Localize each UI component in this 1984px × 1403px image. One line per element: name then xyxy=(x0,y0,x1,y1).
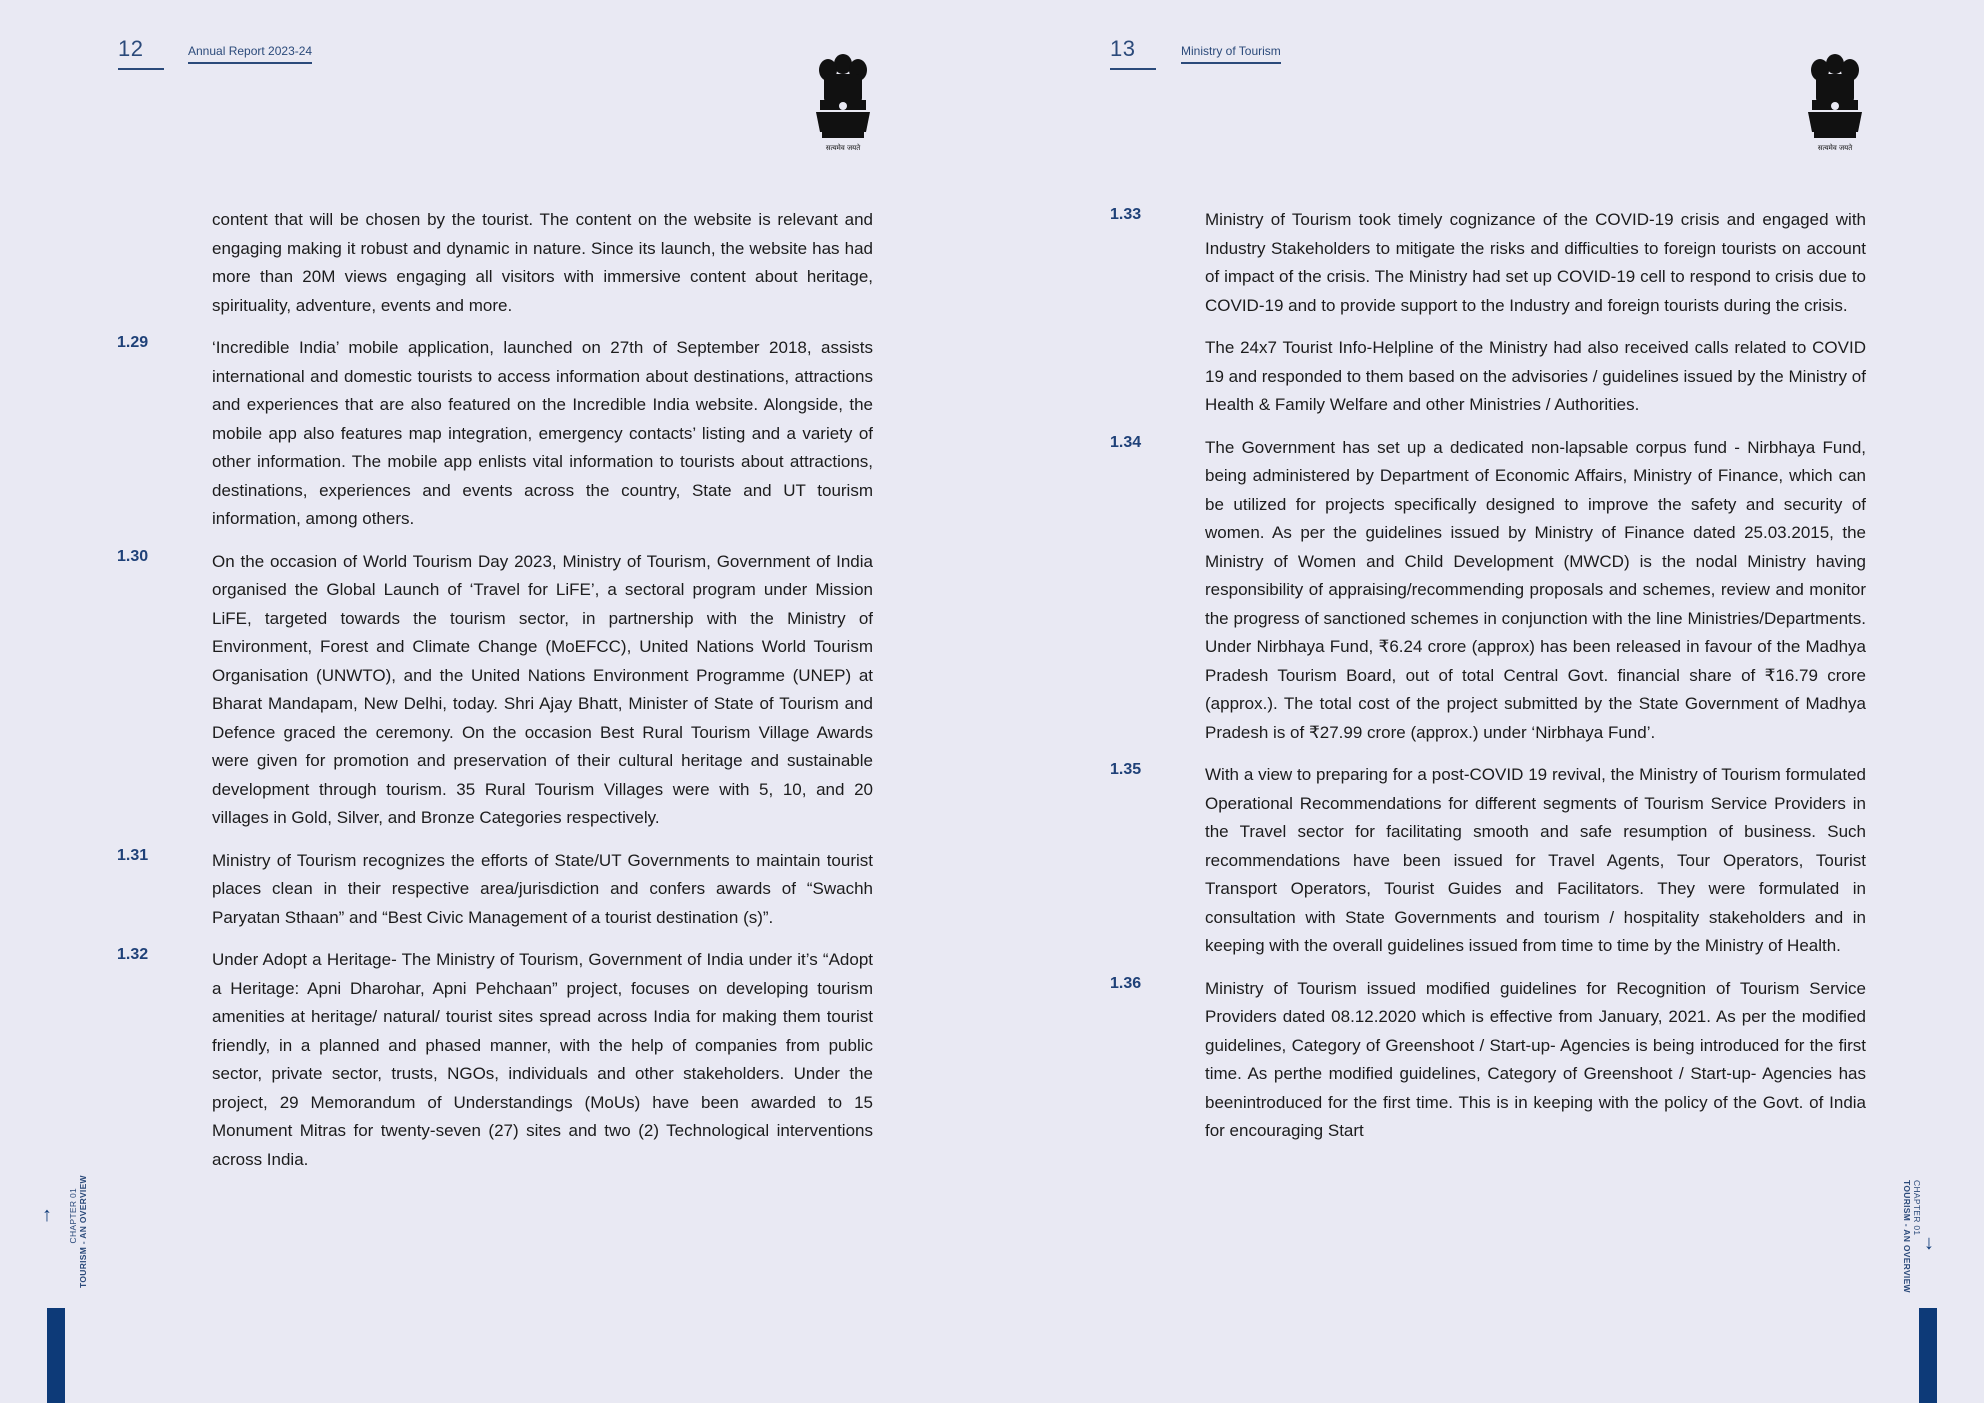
paragraph-number: 1.31 xyxy=(117,846,149,864)
chapter-side-label: CHAPTER 01 TOURISM - AN OVERVIEW xyxy=(68,1175,88,1288)
paragraph-number: 1.34 xyxy=(1110,433,1142,451)
paragraph-text: Under Adopt a Heritage- The Ministry of Tourism, Government of India under it’s “Adopt a Heritage: Apni Dharohar, Apni Pehchaan” project, focuses on developing tourism amenities at heritage/ natural/ tourist sites spread across India for making them tourist friendly, in a planned and phased manner, with the help of companies from public sector, private sector, trusts, NGOs, individuals and other stakeholders. Under the project, 29 Memorandum of Understandings (MoUs) have been awarded to 15 Monument Mitras for twenty-seven (27) sites and two (2) Technological interventions across India. xyxy=(212,950,873,1169)
paragraph-1-33 xyxy=(1110,206,1866,320)
running-title: Annual Report 2023-24 xyxy=(188,44,312,64)
paragraph-number: 1.33 xyxy=(1110,206,1142,223)
paragraph-text: The Government has set up a dedicated non-lapsable corpus fund - Nirbhaya Fund, being administered by Department of Economic Affairs, Ministry of Finance, which can be utilized for projects specifically designed to improve the safety and security of women. As per the guidelines issued by Ministry of Finance dated 25.03.2015, the Ministry of Women and Child Development (MWCD) is the nodal Ministry having responsibility of appraising/recommending proposals and schemes, review and monitor the progress of sanctioned schemes in conjunction with the line Ministries/Departments. Under Nirbhaya Fund, ₹6.24 crore (approx) has been released in favour of the Madhya Pradesh Tourism Board, out of total Central Govt. financial share of ₹16.79 crore (approx.). The total cost of the project submitted by the State Government of Madhya Pradesh is of ₹27.99 crore (approx.) under ‘Nirbhaya Fund’. xyxy=(1205,437,1866,742)
emblem-motto: सत्यमेव जयते xyxy=(1817,144,1853,152)
right-page-body xyxy=(1110,206,1866,1160)
paragraph-1-31 xyxy=(117,846,873,933)
page-number: 12 xyxy=(118,36,164,70)
paragraph-text: On the occasion of World Tourism Day 2023, Ministry of Tourism, Government of India organised the Global Launch of ‘Travel for LiFE’, a sectoral program under Mission LiFE, targeted towards the tourism sector, in partnership with the Ministry of Environment, Forest and Climate Change (MoEFCC), United Nations World Tourism Organisation (UNWTO), and the United Nations Environment Programme (UNEP) at Bharat Mandapam, New Delhi, today. Shri Ajay Bhatt, Minister of State of Tourism and Defence graced the ceremony. On the occasion Best Rural Tourism Village Awards were given for promotion and preservation of their cultural heritage and sustainable development through tourism. 35 Rural Tourism Villages were with 5, 10, and 20 villages in Gold, Silver, and Bronze Categories respectively. xyxy=(212,551,873,827)
paragraph-text: Ministry of Tourism recognizes the efforts of State/UT Governments to maintain tourist places clean in their respective area/jurisdiction and confers awards of “Swachh Paryatan Sthaan” and “Best Civic Management of a tourist destination (s)”. xyxy=(212,850,873,927)
emblem-motto: सत्यमेव जयते xyxy=(825,144,861,152)
paragraph-text: ‘Incredible India’ mobile application, launched on 27th of September 2018, assists international and domestic tourists to access information about destinations, attractions and experiences that are also featured on the Incredible India website. Alongside, the mobile app also features map integration, emergency contacts’ listing and a variety of other information. The mobile app enlists vital information to tourists about attractions, destinations, experiences and events across the country, State and UT tourism information, among others. xyxy=(212,338,873,528)
national-emblem-icon xyxy=(808,50,878,154)
page-number: 13 xyxy=(1110,36,1156,70)
chapter-side-tab xyxy=(1919,1308,1937,1403)
paragraph-number: 1.35 xyxy=(1110,761,1142,778)
paragraph-text: With a view to preparing for a post-COVID 19 revival, the Ministry of Tourism formulated Operational Recommendations for different segments of Tourism Service Providers in the Travel sector for facilitating smooth and safe resumption of business. Such recommendations have been issued for Travel Agents, Tour Operators, Tourist Transport Operators, Tourist Guides and Facilitators. They were formulated in consultation with State Governments and tourism / hospitality stakeholders and in keeping with the overall guidelines issued from time to time by the Ministry of Health. xyxy=(1205,765,1866,955)
right-page xyxy=(992,0,1984,1403)
paragraph-text: content that will be chosen by the tourist. The content on the website is relevant and engaging making it robust and dynamic in nature. Since its launch, the website has had more than 20M views engaging all visitors with immersive content about heritage, spirituality, adventure, events and more. xyxy=(212,210,873,315)
running-title: Ministry of Tourism xyxy=(1181,44,1281,64)
paragraph-1-36 xyxy=(1110,974,1866,1146)
chapter-side-tab xyxy=(47,1308,65,1403)
paragraph-text: Ministry of Tourism issued modified guidelines for Recognition of Tourism Service Providers dated 08.12.2020 which is effective from January, 2021. As per the modified guidelines, Category of Greenshoot / Start-up- Agencies is being introduced for the first time. As perthe modified guidelines, Category of Greenshoot / Start-up- Agencies has beenintroduced for the first time. This is in keeping with the policy of the Govt. of India for encouraging Start xyxy=(1205,978,1866,1140)
paragraph-number: 1.36 xyxy=(1110,974,1142,992)
paragraph-1-29 xyxy=(117,334,873,534)
paragraph-1-30 xyxy=(117,547,873,833)
paragraph-number: 1.29 xyxy=(117,334,149,351)
paragraph-1-32 xyxy=(117,946,873,1174)
chapter-side-label: CHAPTER 01 TOURISM - AN OVERVIEW xyxy=(1902,1180,1922,1293)
arrow-up-icon: ↑ xyxy=(42,1204,52,1226)
paragraph-text: The 24x7 Tourist Info-Helpline of the Ministry had also received calls related to COVID 19 and responded to them based on the advisories / guidelines issued by the Ministry of Health & Family Welfare and other Ministries / Authorities. xyxy=(1205,338,1866,414)
paragraph-helpline xyxy=(1205,334,1866,420)
paragraph-number: 1.30 xyxy=(117,547,149,565)
paragraph-text: Ministry of Tourism took timely cognizance of the COVID-19 crisis and engaged with Industry Stakeholders to mitigate the risks and difficulties to foreign tourists on account of impact of the crisis. The Ministry had set up COVID-19 cell to respond to crisis due to COVID-19 and to provide support to the Industry and foreign tourists during the crisis. xyxy=(1205,210,1866,315)
paragraph-cont xyxy=(212,206,873,320)
paragraph-1-34 xyxy=(1110,433,1866,748)
left-page-body xyxy=(117,206,873,1188)
paragraph-1-35 xyxy=(1110,761,1866,961)
arrow-down-icon: ↓ xyxy=(1924,1232,1934,1254)
national-emblem-icon xyxy=(1800,50,1870,154)
paragraph-number: 1.32 xyxy=(117,946,149,963)
